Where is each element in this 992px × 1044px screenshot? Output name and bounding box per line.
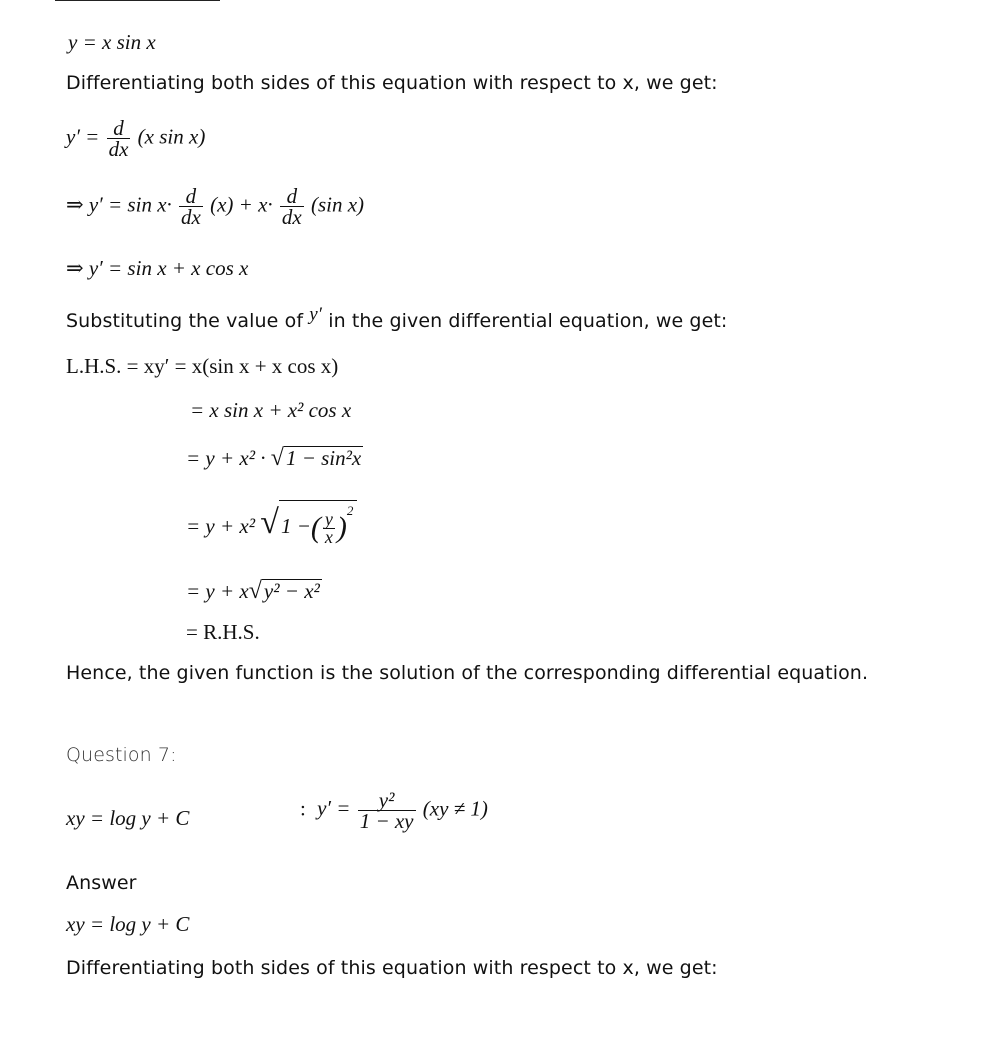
step2-part-c: (sin x): [310, 192, 365, 217]
frac-denominator: dx: [181, 205, 201, 229]
step2-part-b: (x) + x·: [210, 192, 273, 217]
answer-label: Answer: [66, 872, 137, 894]
d-dx-fraction: [179, 186, 203, 227]
differentiate-statement: Differentiating both sides of this equation with respect to x, we get:: [66, 72, 718, 94]
y-over-x-fraction: [323, 508, 335, 547]
de-numerator: y²: [358, 790, 416, 811]
frac-denominator: dx: [281, 205, 302, 229]
y-numerator: y: [324, 508, 333, 529]
question-7-differential-equation: [300, 790, 488, 831]
lhs4-exponent: 2: [346, 503, 354, 518]
x-denominator: x: [324, 526, 333, 547]
lhs4-part-a: = y + x²: [186, 514, 256, 538]
lhs4-radicand: [279, 500, 357, 548]
frac-denominator: dx: [108, 137, 129, 161]
question-7-function: xy = log y + C: [66, 806, 190, 830]
top-rule: [55, 0, 220, 1]
d-dx-fraction: [107, 118, 131, 159]
question-7-heading: Question 7:: [66, 744, 177, 766]
conclusion-statement: Hence, the given function is the solution of the corresponding differential equation.: [66, 662, 869, 684]
subst-text-b: in the given differential equation, we get:: [322, 310, 728, 332]
lhs-line-1: L.H.S. = xy′ = x(sin x + x cos x): [66, 354, 339, 378]
lhs-line-3: [186, 445, 363, 472]
derivative-step-3: ⇒ y′ = sin x + x cos x: [66, 256, 249, 280]
lhs5-radicand: y² − x²: [263, 579, 320, 603]
lhs3-radicand: 1 − sin²x: [285, 446, 362, 470]
frac-numerator: d: [280, 186, 304, 207]
rhs-line: = R.H.S.: [186, 620, 260, 644]
d-dx-fraction: [280, 186, 304, 227]
paren-right-icon: ): [336, 511, 347, 545]
step1-rhs: (x sin x): [137, 124, 206, 149]
paren-left-icon: (: [310, 511, 321, 545]
step2-part-a: ⇒ y′ = sin x·: [66, 192, 172, 217]
sqrt-icon: √: [270, 445, 284, 471]
frac-numerator: d: [107, 118, 131, 139]
de-denominator: 1 − xy: [359, 809, 414, 833]
answer-function: xy = log y + C: [66, 912, 190, 936]
lhs-line-4: [186, 500, 357, 548]
lhs5-part-a: = y + x: [186, 579, 249, 603]
derivative-step-1: [66, 118, 205, 159]
answer-differentiate-statement: Differentiating both sides of this equation with respect to x, we get:: [66, 957, 718, 979]
sqrt-icon: √: [260, 504, 279, 541]
lhs-line-5: [186, 578, 322, 605]
frac-numerator: d: [179, 186, 203, 207]
lhs4-one-minus: 1 −: [280, 514, 311, 538]
subst-text-a: Substituting the value of: [66, 310, 310, 332]
step1-lhs: y′ =: [66, 124, 100, 149]
de-condition: (xy ≠ 1): [422, 796, 488, 821]
lhs3-part-a: = y + x² ·: [186, 446, 266, 470]
derivative-step-2: [66, 186, 364, 227]
subst-symbol: y′: [309, 304, 323, 325]
substitution-statement: [66, 304, 728, 333]
de-colon: :: [300, 796, 306, 821]
de-fraction: [358, 790, 416, 831]
de-lhs: y′ =: [317, 796, 351, 821]
given-function: y = x sin x: [68, 30, 156, 54]
sqrt-icon: √: [248, 578, 262, 604]
lhs-line-2: = x sin x + x² cos x: [190, 398, 352, 422]
